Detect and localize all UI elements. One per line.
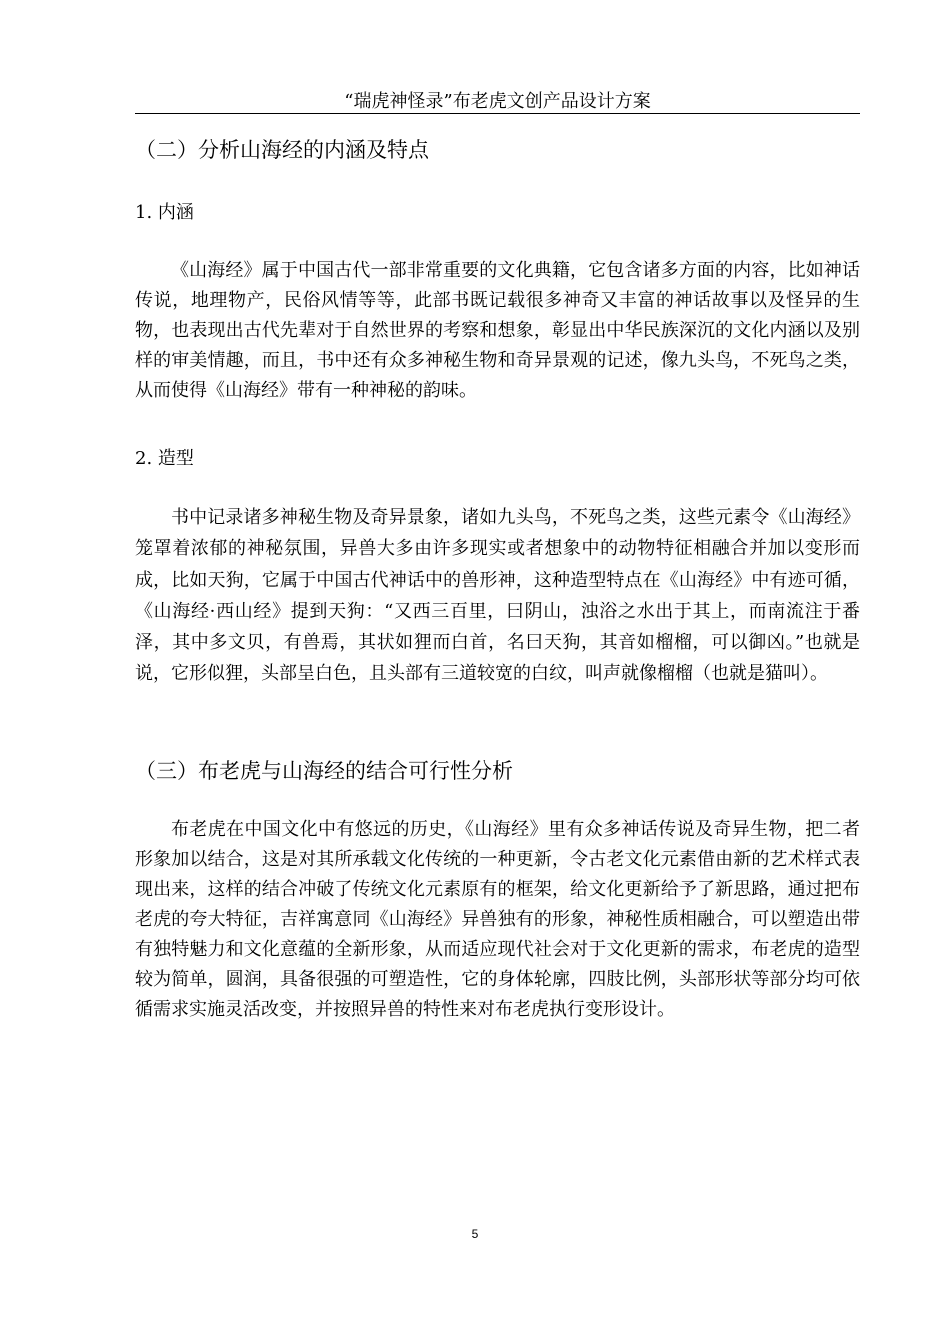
paragraph-shape: 书中记录诸多神秘生物及奇异景象，诸如九头鸟，不死鸟之类，这些元素令《山海经》笼罩着浓郁的神秘氛围，异兽大多由许多现实或者想象中的动物特征相融合并加以变形而成，比如天狗，它属于中国古代神话中的兽形神，这种造型特点在《山海经》中有迹可循，《山海经·西山经》提到天狗：“又西三百里，曰阴山，浊浴之水出于其上，而南流注于番泽，其中多文贝，有兽焉，其状如狸而白首，名曰天狗，其音如榴榴，可以御凶。”也就是说，它形似狸，头部呈白色，且头部有三道较宽的白纹，叫声就像榴榴（也就是猫叫）。 (135, 507, 860, 685)
page-number: 5 (471, 1227, 479, 1241)
paragraph-connotation: 《山海经》属于中国古代一部非常重要的文化典籍，它包含诸多方面的内容，比如神话传说，地理物产，民俗风情等等，此部书既记载很多神奇又丰富的神话故事以及怪异的生物，也表现出古代先辈对于自然世界的考察和想象，彰显出中华民族深沉的文化内涵以及别样的审美情趣，而且，书中还有众多神秘生物和奇异景观的记述，像九头鸟，不死鸟之类，从而使得《山海经》带有一种神秘的韵味。 (135, 260, 860, 401)
subsection-heading-connotation: 1. 内涵 (135, 202, 194, 223)
page-header-title: “瑞虎神怪录”布老虎文创产品设计方案 (344, 91, 651, 112)
section-heading-2: （二）分析山海经的内涵及特点 (135, 138, 429, 162)
subsection-heading-shape: 2. 造型 (135, 448, 194, 469)
header-divider (135, 113, 860, 114)
section-heading-3: （三）布老虎与山海经的结合可行性分析 (135, 759, 513, 783)
paragraph-feasibility: 布老虎在中国文化中有悠远的历史，《山海经》里有众多神话传说及奇异生物，把二者形象加以结合，这是对其所承载文化传统的一种更新，令古老文化元素借由新的艺术样式表现出来，这样的结合冲破了传统文化元素原有的框架，给文化更新给予了新思路，通过把布老虎的夸大特征，吉祥寓意同《山海经》异兽独有的形象，神秘性质相融合，可以塑造出带有独特魅力和文化意蕴的全新形象，从而适应现代社会对于文化更新的需求，布老虎的造型较为简单，圆润，具备很强的可塑造性，它的身体轮廓，四肢比例，头部形状等部分均可依循需求实施灵活改变，并按照异兽的特性来对布老虎执行变形设计。 (135, 819, 860, 1020)
